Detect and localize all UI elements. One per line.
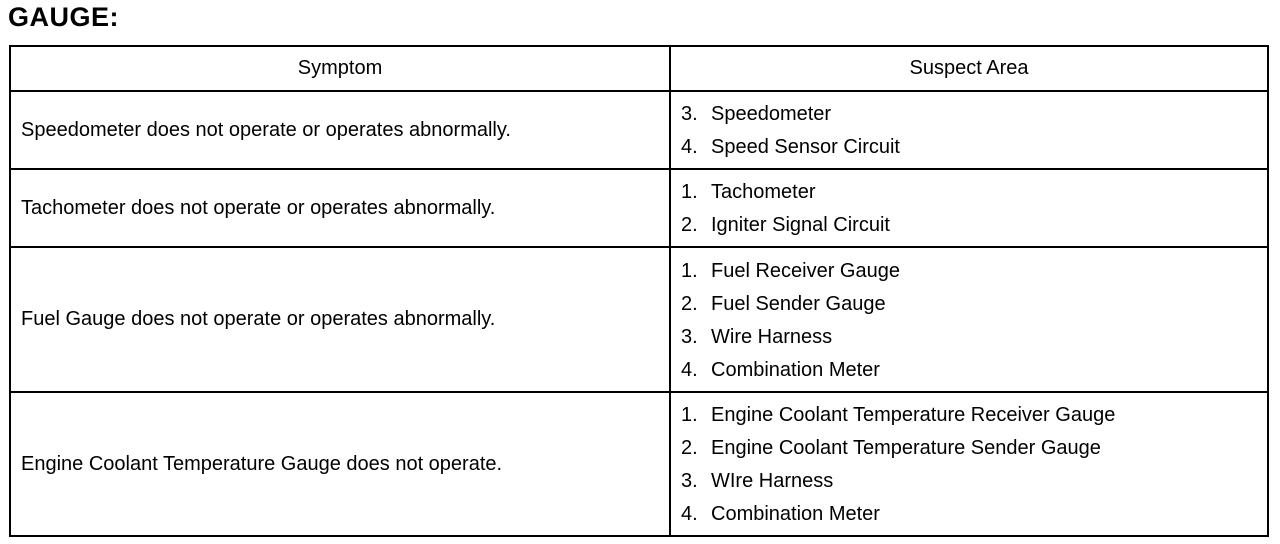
- item-text: WIre Harness: [711, 470, 834, 492]
- item-text: Combination Meter: [711, 358, 880, 381]
- item-number: 4.: [681, 358, 698, 381]
- column-header-symptom: Symptom: [10, 46, 670, 91]
- item-text: Tachometer: [711, 181, 816, 203]
- item-text: Speedometer: [711, 103, 832, 125]
- item-text: Speed Sensor Circuit: [711, 136, 900, 158]
- suspect-area-cell: [670, 169, 1268, 247]
- suspect-item: [681, 288, 1267, 321]
- symptom-cell: Engine Coolant Temperature Gauge does not operate.: [10, 392, 670, 536]
- suspect-area-cell: [670, 91, 1268, 169]
- table-row: [10, 392, 1268, 536]
- suspect-item: [681, 465, 1267, 498]
- item-number: 1.: [681, 181, 698, 203]
- page-title: GAUGE:: [8, 2, 119, 32]
- suspect-area-cell: [670, 392, 1268, 536]
- symptom-table: [9, 45, 1269, 537]
- item-text: Fuel Receiver Gauge: [711, 259, 900, 282]
- suspect-item: [681, 498, 1267, 531]
- item-number: 2.: [681, 437, 698, 459]
- suspect-item: [681, 432, 1267, 465]
- symptom-cell: Speedometer does not operate or operates abnormally.: [10, 91, 670, 169]
- item-text: Engine Coolant Temperature Receiver Gauge: [711, 404, 1116, 426]
- item-text: Igniter Signal Circuit: [711, 214, 890, 236]
- item-number: 3.: [681, 325, 698, 348]
- item-text: Fuel Sender Gauge: [711, 292, 886, 315]
- table-row: [10, 169, 1268, 247]
- item-text: Wire Harness: [711, 325, 833, 348]
- table-row: [10, 91, 1268, 169]
- item-text: Engine Coolant Temperature Sender Gauge: [711, 437, 1101, 459]
- item-number: 2.: [681, 214, 698, 236]
- symptom-cell: Tachometer does not operate or operates abnormally.: [10, 169, 670, 247]
- suspect-item: [681, 255, 1267, 288]
- suspect-item: [681, 399, 1267, 432]
- item-number: 2.: [681, 292, 698, 315]
- item-number: 3.: [681, 103, 698, 125]
- suspect-item: [681, 131, 1267, 164]
- item-number: 4.: [681, 503, 698, 525]
- item-text: Combination Meter: [711, 503, 880, 525]
- column-header-suspect-area: Suspect Area: [670, 46, 1268, 91]
- item-number: 1.: [681, 404, 698, 426]
- suspect-item: [681, 176, 1267, 209]
- suspect-item: [681, 209, 1267, 242]
- item-number: 3.: [681, 470, 698, 492]
- table-row: [10, 247, 1268, 392]
- item-number: 4.: [681, 136, 698, 158]
- item-number: 1.: [681, 259, 698, 282]
- suspect-area-cell: [670, 247, 1268, 392]
- suspect-item: [681, 321, 1267, 354]
- table-header-row: [10, 46, 1268, 91]
- symptom-cell: Fuel Gauge does not operate or operates abnormally.: [10, 247, 670, 392]
- suspect-item: [681, 354, 1267, 387]
- suspect-item: [681, 98, 1267, 131]
